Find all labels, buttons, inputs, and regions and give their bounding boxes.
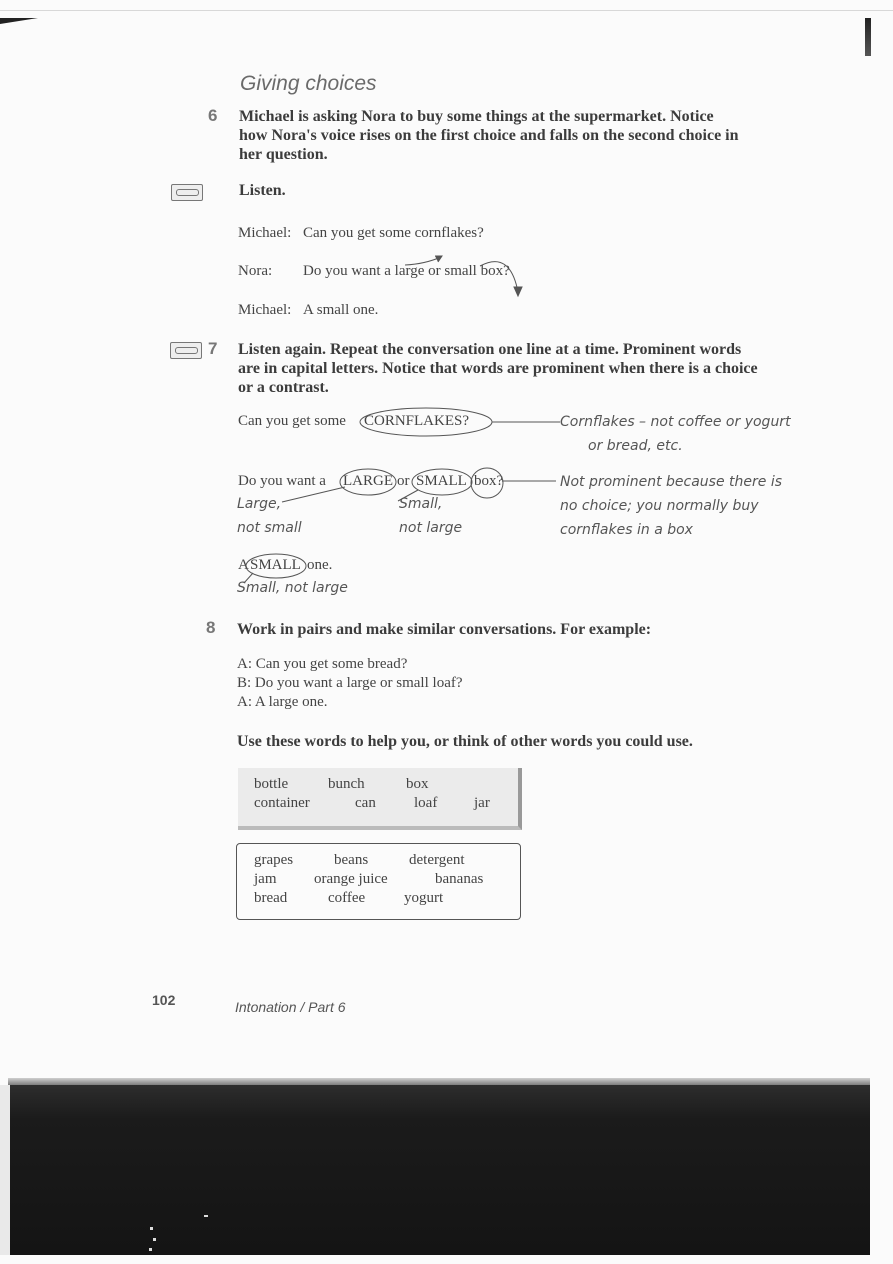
exercise-number: 7	[208, 339, 218, 358]
arrow-head	[514, 287, 522, 296]
word-item: bread	[254, 890, 288, 906]
instruction-line: Michael is asking Nora to buy some things at the supermarket. Notice	[239, 108, 714, 125]
annotation-note: Small, not large	[237, 580, 348, 596]
exercise-number: 8	[206, 618, 216, 637]
example-line: A: A large one.	[237, 694, 328, 710]
conversation-word: one.	[307, 557, 333, 573]
scan-margin	[0, 1085, 10, 1255]
conversation-word: or	[397, 473, 410, 489]
instruction-line: her question.	[239, 146, 328, 163]
word-item: jar	[474, 795, 490, 811]
annotation-note: Not prominent because there is	[560, 474, 782, 490]
scan-corner-mark	[0, 18, 38, 24]
example-line: A: Can you get some bread?	[237, 656, 408, 672]
word-item: grapes	[254, 852, 294, 868]
instruction-line: Work in pairs and make similar conversations. For example:	[237, 621, 652, 638]
annotation-note: or bread, etc.	[588, 438, 683, 454]
scan-top-edge	[0, 10, 893, 11]
word-item: bunch	[328, 776, 365, 792]
annotation-note: not large	[399, 520, 463, 536]
listen-label: Listen.	[239, 182, 286, 199]
dialogue-line: Can you get some cornflakes?	[303, 225, 484, 241]
word-item: coffee	[328, 890, 366, 906]
annotation-note: Small,	[399, 496, 443, 512]
scan-speck	[150, 1227, 153, 1230]
annotation-note: cornflakes in a box	[560, 522, 693, 538]
example-line: B: Do you want a large or small loaf?	[237, 675, 463, 691]
word-item: can	[355, 795, 376, 811]
page-number: 102	[152, 992, 176, 1008]
word-item: container	[254, 795, 310, 811]
item-words-box	[236, 843, 521, 920]
cassette-tape-icon	[171, 184, 203, 201]
section-title: Giving choices	[240, 72, 377, 95]
dialogue-speaker: Michael:	[238, 302, 292, 318]
annotation-note: not small	[237, 520, 302, 536]
word-item: bananas	[435, 871, 484, 887]
instruction-line: are in capital letters. Notice that words are prominent when there is a choice	[238, 360, 758, 377]
dialogue-speaker: Michael:	[238, 225, 292, 241]
dialogue-line: Do you want a large or small box?	[303, 263, 510, 279]
word-item: loaf	[414, 795, 438, 811]
prominent-word: SMALL	[250, 557, 301, 573]
scan-speck	[204, 1215, 208, 1217]
annotation-note: Large,	[237, 496, 282, 512]
dialogue-line: A small one.	[303, 302, 379, 318]
conversation-line: Can you get some	[238, 413, 346, 429]
word-item: yogurt	[404, 890, 444, 906]
scan-speck	[153, 1238, 156, 1241]
annotation-note: Cornflakes – not coffee or yogurt	[560, 414, 791, 430]
prominent-word: SMALL	[416, 473, 467, 489]
word-item: orange juice	[314, 871, 388, 887]
word-item: detergent	[409, 852, 465, 868]
prominent-word: LARGE	[343, 473, 393, 489]
conversation-word: A	[238, 557, 249, 573]
word-item: box	[406, 776, 429, 792]
word-item: bottle	[254, 776, 289, 792]
dialogue-speaker: Nora:	[238, 263, 273, 279]
arrow-head	[435, 256, 442, 262]
prominent-word: CORNFLAKES?	[364, 413, 470, 429]
word-item: jam	[254, 871, 277, 887]
running-footer: Intonation / Part 6	[235, 999, 346, 1015]
annotation-note: no choice; you normally buy	[560, 498, 759, 514]
conversation-line: Do you want a	[238, 473, 326, 489]
instruction-line: or a contrast.	[238, 379, 329, 396]
cassette-tape-icon	[170, 342, 202, 359]
instruction-line: Use these words to help you, or think of other words you could use.	[237, 733, 693, 750]
scan-corner-mark	[865, 18, 871, 56]
container-words-box	[238, 768, 522, 830]
word-item: beans	[334, 852, 369, 868]
exercise-number: 6	[208, 106, 218, 125]
scan-dark-area	[8, 1085, 870, 1255]
scan-speck	[149, 1248, 152, 1251]
non-prominent-word: box?	[474, 473, 504, 489]
instruction-line: Listen again. Repeat the conversation one line at a time. Prominent words	[238, 341, 742, 358]
instruction-line: how Nora's voice rises on the first choice and falls on the second choice in	[239, 127, 739, 144]
